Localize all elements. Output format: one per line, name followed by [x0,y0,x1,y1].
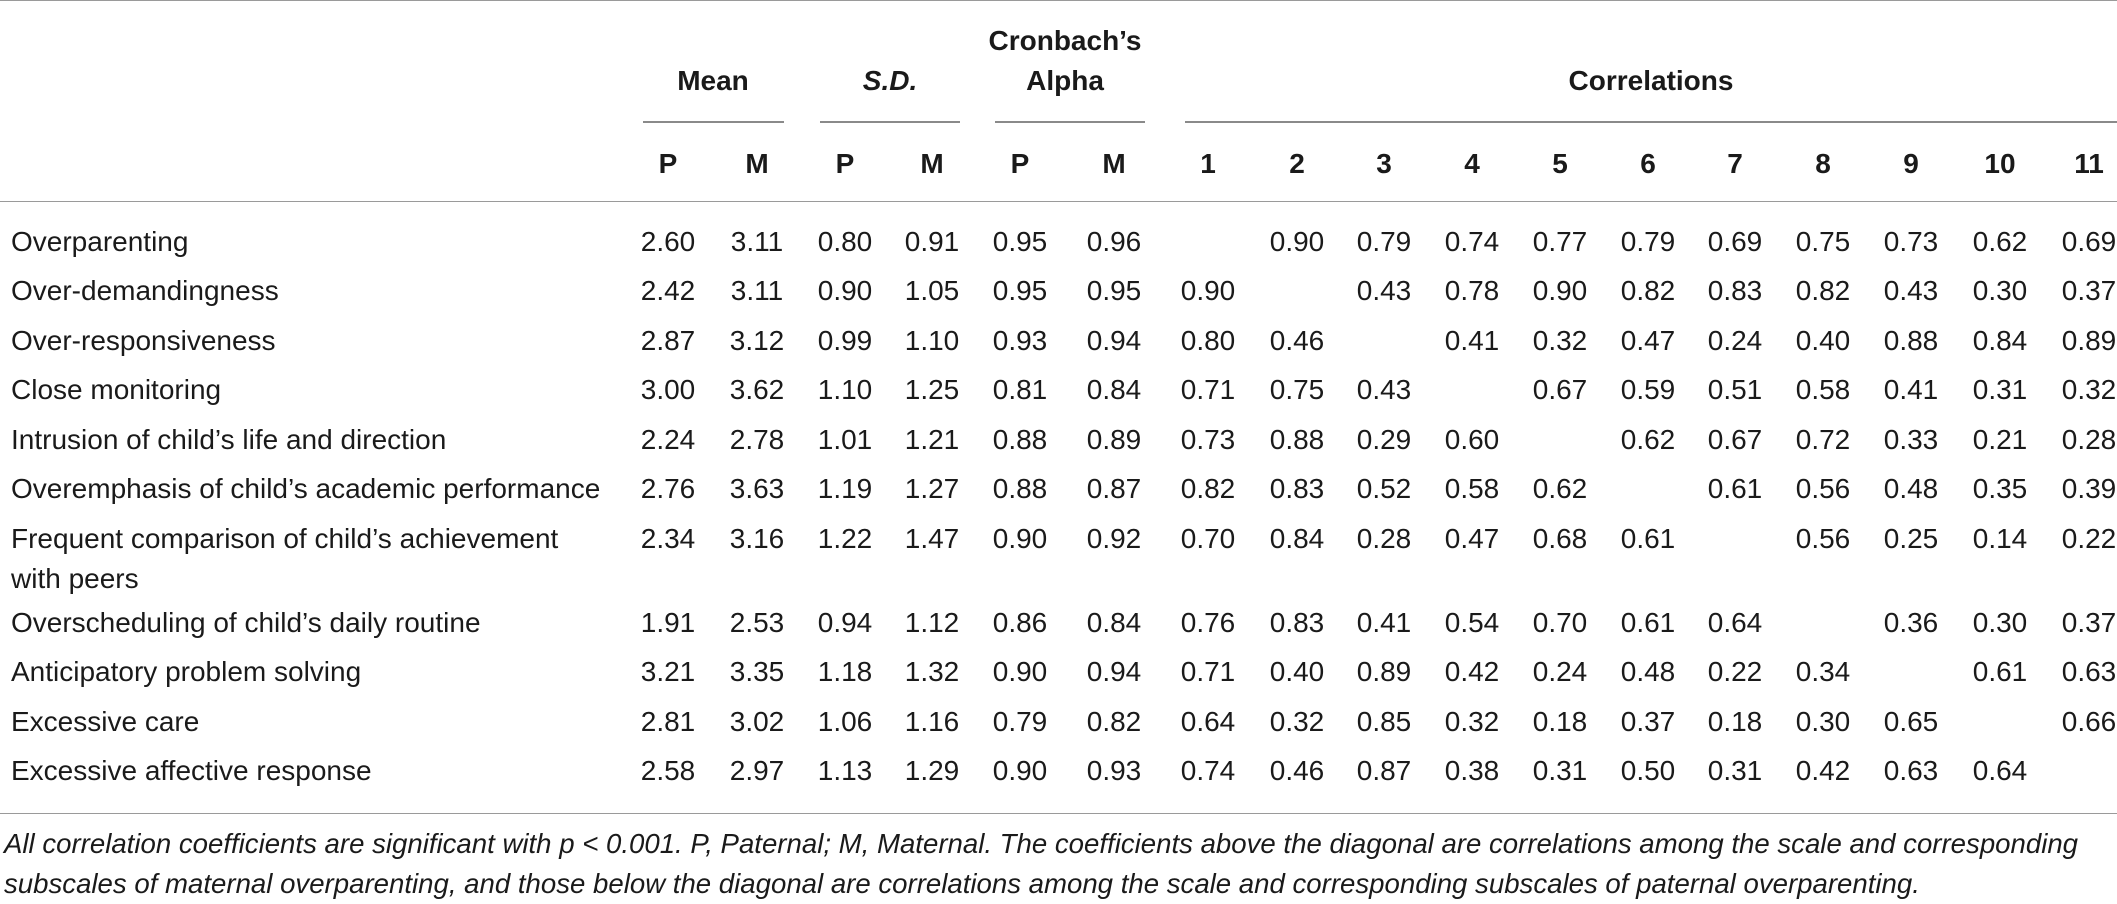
sub-header-corr-1: 1 [1200,148,1216,179]
table-cell: 0.90 [1532,275,1588,306]
table-cell: 1.91 [640,607,696,638]
table-cell: 0.58 [1444,473,1500,504]
table-cell: 0.33 [1883,424,1939,455]
table-cell: 0.84 [1086,607,1142,638]
row-label: Overparenting [11,226,189,257]
table-cell: 3.62 [729,374,785,405]
table-cell: 0.48 [1883,473,1939,504]
table-cell: 0.76 [1180,607,1236,638]
table-cell: 0.40 [1269,656,1325,687]
sub-header-corr-4: 4 [1464,148,1480,179]
table-cell: 1.10 [904,325,960,356]
table-cell: 1.12 [904,607,960,638]
table-cell: 0.89 [1356,656,1412,687]
table-cell: 2.81 [640,706,696,737]
table-cell: 0.14 [1972,523,2028,554]
table-cell: 0.90 [817,275,873,306]
table-cell: 0.81 [992,374,1048,405]
table-cell: 0.18 [1707,706,1763,737]
table-cell: 0.88 [1269,424,1325,455]
table-cell: 0.83 [1269,607,1325,638]
row-label: Close monitoring [11,374,222,405]
table-cell: 0.90 [1180,275,1236,306]
table-cell: 2.42 [640,275,696,306]
sub-header-corr-11: 11 [2074,148,2104,179]
table-cell: 0.64 [1972,755,2028,786]
table-cell: 0.90 [992,656,1048,687]
table-cell: 0.65 [1883,706,1939,737]
table-cell: 0.69 [2061,226,2117,257]
table-cell: 0.94 [1086,656,1142,687]
table-cell: 0.67 [1532,374,1588,405]
table-cell: 0.28 [2061,424,2117,455]
header-mean: Mean [677,65,749,96]
table-cell: 0.83 [1269,473,1325,504]
table-cell: 0.61 [1707,473,1763,504]
table-cell: 0.79 [1356,226,1412,257]
table-cell: 0.47 [1620,325,1676,356]
footnote-line-1: All correlation coefficients are significant with p < 0.001. P, Paternal; M, Maternal. The coefficients above the diagonal are correlations among the scale and corresponding [4,828,2079,859]
table-cell: 0.82 [1180,473,1236,504]
table-cell: 0.61 [1972,656,2028,687]
row-label: Excessive care [11,706,200,737]
table-cell: 0.25 [1883,523,1939,554]
table-cell: 3.16 [729,523,785,554]
table-cell: 0.93 [1086,755,1142,786]
table-cell: 0.31 [1972,374,2028,405]
table-cell: 2.97 [729,755,785,786]
table-cell: 0.38 [1444,755,1500,786]
table-cell: 0.36 [1883,607,1939,638]
table-cell: 0.82 [1795,275,1851,306]
sub-header-sd-p: P [835,148,855,179]
table-cell: 0.74 [1180,755,1236,786]
table-cell: 0.39 [2061,473,2117,504]
table-cell: 0.35 [1972,473,2028,504]
table-cell: 1.29 [904,755,960,786]
table-cell: 0.18 [1532,706,1588,737]
table-cell: 0.87 [1356,755,1412,786]
table-cell: 3.12 [729,325,785,356]
table-cell: 0.64 [1180,706,1236,737]
table-cell: 0.32 [1444,706,1500,737]
table-cell: 0.31 [1707,755,1763,786]
table-cell: 0.66 [2061,706,2117,737]
sub-header-corr-7: 7 [1727,148,1743,179]
table-cell: 1.21 [904,424,960,455]
table-cell: 0.80 [817,226,873,257]
table-cell: 1.27 [904,473,960,504]
table-footnote [4,824,2109,904]
table-cell: 0.63 [1883,755,1939,786]
table-cell: 3.11 [730,275,784,306]
table-cell: 0.87 [1086,473,1142,504]
footnote-line-2: subscales of maternal overparenting, and those below the diagonal are correlations among the scale and corresponding subscales of paternal overparenting. [4,868,1920,899]
table-cell: 0.34 [1795,656,1851,687]
table-cell: 2.87 [640,325,696,356]
table-cell: 0.94 [817,607,873,638]
table-cell: 0.54 [1444,607,1500,638]
table-cell: 0.82 [1086,706,1142,737]
table-cell: 1.19 [817,473,873,504]
table-cell: 0.37 [1620,706,1676,737]
table-cell: 0.80 [1180,325,1236,356]
table-cell: 0.29 [1356,424,1412,455]
table-cell: 0.32 [2061,374,2117,405]
table-cell: 0.41 [1883,374,1939,405]
table-cell: 0.88 [992,424,1048,455]
sub-header-mean-p: P [658,148,678,179]
table-cell: 0.59 [1620,374,1676,405]
mean-underline [643,121,784,123]
table-cell: 0.60 [1444,424,1500,455]
table-cell: 0.40 [1795,325,1851,356]
table-cell: 2.76 [640,473,696,504]
header-rule [0,201,2117,202]
table-cell: 0.64 [1707,607,1763,638]
table-cell: 0.46 [1269,325,1325,356]
table-cell: 0.84 [1086,374,1142,405]
table-cell: 0.73 [1180,424,1236,455]
table-cell: 0.90 [992,523,1048,554]
table-cell: 0.75 [1795,226,1851,257]
table-cell: 0.31 [1532,755,1588,786]
table-cell: 0.89 [2061,325,2117,356]
table-cell: 0.96 [1086,226,1142,257]
table-cell: 0.79 [1620,226,1676,257]
table-cell: 0.61 [1620,607,1676,638]
table-cell: 0.37 [2061,275,2117,306]
table-cell: 0.79 [992,706,1048,737]
table-cell: 1.05 [904,275,960,306]
top-rule [0,0,2117,1]
table-cell: 0.95 [992,275,1048,306]
table-cell: 1.06 [817,706,873,737]
table-cell: 0.41 [1356,607,1412,638]
table-cell: 0.85 [1356,706,1412,737]
table-cell: 0.77 [1532,226,1588,257]
table-cell: 0.86 [992,607,1048,638]
table-cell: 0.46 [1269,755,1325,786]
table-cell: 2.58 [640,755,696,786]
sub-header-corr-9: 9 [1903,148,1919,179]
table-cell: 1.25 [904,374,960,405]
table-cell: 0.56 [1795,523,1851,554]
row-label-continuation: with peers [11,563,139,594]
row-label: Excessive affective response [11,755,372,786]
header-sd: S.D. [862,65,918,96]
sub-header-corr-8: 8 [1815,148,1831,179]
row-label: Over-responsiveness [11,325,276,356]
sub-header-corr-5: 5 [1552,148,1568,179]
table-cell: 0.89 [1086,424,1142,455]
table-cell: 0.71 [1180,374,1236,405]
table-cell: 0.43 [1356,275,1412,306]
sub-header-alpha-m: M [1102,148,1126,179]
table-cell: 2.34 [640,523,696,554]
table-cell: 1.01 [817,424,873,455]
row-label: Anticipatory problem solving [11,656,362,687]
table-cell: 0.75 [1269,374,1325,405]
table-cell: 2.60 [640,226,696,257]
bottom-rule [0,813,2117,814]
table-cell: 0.43 [1356,374,1412,405]
table-cell: 0.32 [1269,706,1325,737]
table-cell: 0.61 [1620,523,1676,554]
table-cell: 0.42 [1795,755,1851,786]
table-cell: 3.21 [640,656,696,687]
row-label: Overemphasis of child’s academic performance [11,473,601,504]
sub-header-corr-2: 2 [1289,148,1305,179]
table-cell: 0.67 [1707,424,1763,455]
header-correlations: Correlations [1568,65,1734,96]
table-cell: 0.90 [992,755,1048,786]
table-cell: 1.47 [904,523,960,554]
table-cell: 0.83 [1707,275,1763,306]
sub-header-sd-m: M [920,148,944,179]
table-cell: 3.11 [730,226,784,257]
table-cell: 0.90 [1269,226,1325,257]
table-cell: 0.37 [2061,607,2117,638]
table-cell: 0.62 [1532,473,1588,504]
table-cell: 0.24 [1707,325,1763,356]
table-cell: 0.42 [1444,656,1500,687]
table-cell: 2.53 [729,607,785,638]
table-cell: 0.30 [1972,607,2028,638]
table-cell: 0.92 [1086,523,1142,554]
table-cell: 3.00 [640,374,696,405]
row-label: Over-demandingness [11,275,279,306]
table-cell: 0.22 [2061,523,2117,554]
table-cell: 1.13 [817,755,873,786]
table-cell: 1.22 [817,523,873,554]
sub-header-mean-m: M [745,148,769,179]
table-cell: 0.50 [1620,755,1676,786]
table-cell: 0.70 [1532,607,1588,638]
table-cell: 1.18 [817,656,873,687]
sub-header-corr-10: 10 [1984,148,2016,179]
table-cell: 2.78 [729,424,785,455]
alpha-underline [995,121,1145,123]
table-cell: 0.58 [1795,374,1851,405]
table-cell: 0.99 [817,325,873,356]
table-cell: 0.88 [992,473,1048,504]
table-cell: 1.32 [904,656,960,687]
row-label: Overscheduling of child’s daily routine [11,607,481,638]
table-cell: 0.43 [1883,275,1939,306]
header-alpha-line1: Cronbach’s [988,25,1142,56]
table-cell: 0.73 [1883,226,1939,257]
table-cell: 0.93 [992,325,1048,356]
table-cell: 0.28 [1356,523,1412,554]
table-cell: 0.24 [1532,656,1588,687]
table-cell: 0.22 [1707,656,1763,687]
table-cell: 0.41 [1444,325,1500,356]
table-cell: 0.51 [1707,374,1763,405]
table-cell: 0.78 [1444,275,1500,306]
sd-underline [820,121,960,123]
table-cell: 0.52 [1356,473,1412,504]
sub-header-corr-6: 6 [1640,148,1656,179]
header-alpha-line2: Alpha [1026,65,1104,96]
table-cell: 0.62 [1972,226,2028,257]
table-cell: 0.88 [1883,325,1939,356]
table-cell: 0.94 [1086,325,1142,356]
table-cell: 3.35 [729,656,785,687]
row-label: Frequent comparison of child’s achievement [11,523,559,554]
table-cell: 0.63 [2061,656,2117,687]
table-cell: 0.62 [1620,424,1676,455]
table-cell: 0.30 [1972,275,2028,306]
table-cell: 0.72 [1795,424,1851,455]
correlations-underline [1185,121,2117,123]
table-cell: 0.74 [1444,226,1500,257]
table-cell: 0.91 [904,226,960,257]
table-cell: 3.02 [729,706,785,737]
table-cell: 2.24 [640,424,696,455]
table-cell: 0.84 [1972,325,2028,356]
table-cell: 0.21 [1972,424,2028,455]
table-cell: 0.69 [1707,226,1763,257]
table-cell: 0.68 [1532,523,1588,554]
table-cell: 0.48 [1620,656,1676,687]
table-cell: 0.95 [992,226,1048,257]
table-cell: 0.32 [1532,325,1588,356]
table-cell: 0.70 [1180,523,1236,554]
table-cell: 0.30 [1795,706,1851,737]
table-cell: 0.71 [1180,656,1236,687]
table-cell: 1.10 [817,374,873,405]
table-cell: 0.84 [1269,523,1325,554]
table-cell: 0.47 [1444,523,1500,554]
table-cell: 0.95 [1086,275,1142,306]
table-cell: 1.16 [904,706,960,737]
sub-header-alpha-p: P [1010,148,1030,179]
table-cell: 0.56 [1795,473,1851,504]
sub-header-corr-3: 3 [1376,148,1392,179]
table-cell: 0.82 [1620,275,1676,306]
table-cell: 3.63 [729,473,785,504]
row-label: Intrusion of child’s life and direction [11,424,447,455]
